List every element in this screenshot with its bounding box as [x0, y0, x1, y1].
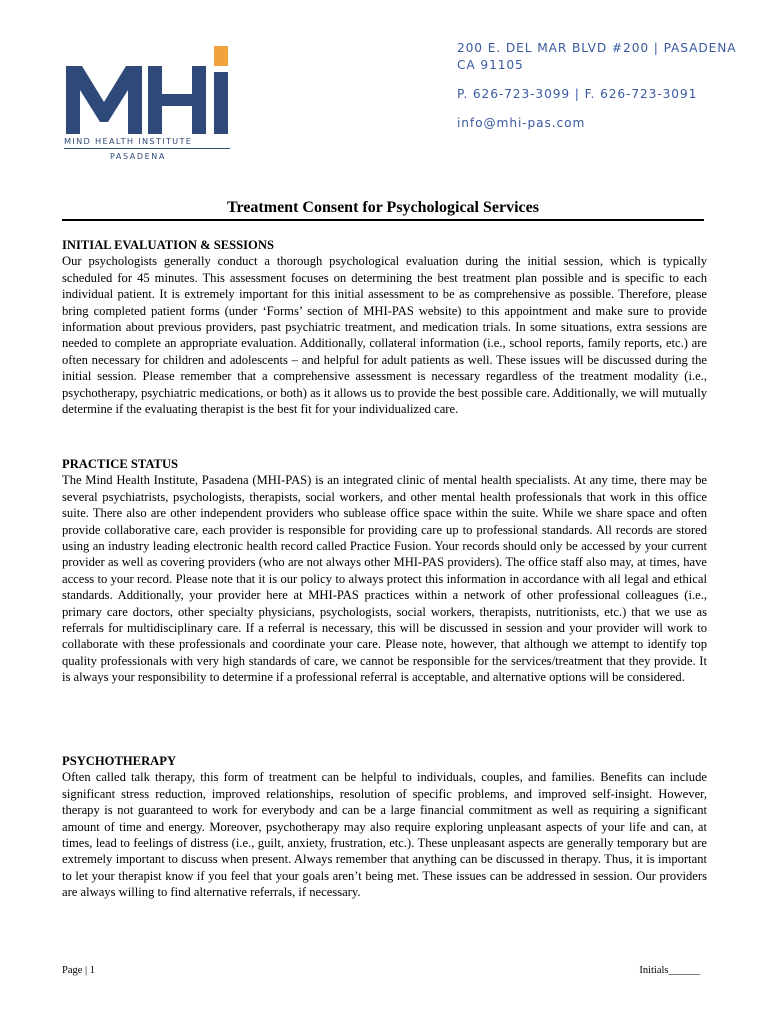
document-title: Treatment Consent for Psychological Services — [227, 199, 539, 216]
logo-divider — [64, 148, 230, 149]
section-body: Our psychologists generally conduct a thorough psychological evaluation during the initial session, which is typically scheduled for 45 minutes. This assessment focuses on determining the best treatment plan possible and is specific to each individual patient. It is extremely important for this initial assessment to be as comprehensive as possible. Therefore, please bring completed patient forms (under ‘Forms’ section of MHI-PAS website) to this appointment and make sure to provide information about previous providers, past psychiatric treatment, and medication trials. In some situations, extra sessions are needed to complete an appropriate evaluation. Additionally, collateral information (i.e., school reports, family reports, etc.) are often necessary for children and adolescents – and helpful for adult patients as well. These issues will be discussed during the initial session. Please remember that a comprehensive assessment is necessary regardless of the treatment modality (i.e., psychotherapy, psychiatric medications, or both) as it allows us to provide the best possible care. Additionally, we will mutually determine if the evaluating therapist is the best fit for your individualized care. — [62, 254, 707, 417]
logo-institute-name: MIND HEALTH INSTITUTE — [64, 136, 193, 146]
mhi-logo-mark — [64, 44, 236, 136]
page-number: Page | 1 — [62, 965, 96, 976]
section-psychotherapy — [62, 753, 707, 901]
initials-field: Initials______ — [639, 965, 700, 976]
address-line-2: CA 91105 — [457, 58, 524, 72]
address-line-1: 200 E. DEL MAR BLVD #200 | PASADENA — [457, 41, 737, 55]
section-heading: PSYCHOTHERAPY — [62, 754, 177, 768]
logo-location: PASADENA — [110, 152, 166, 161]
title-underline — [62, 219, 704, 221]
mhi-logo — [64, 44, 236, 166]
section-heading: PRACTICE STATUS — [62, 457, 179, 471]
phone-fax: P. 626-723-3099 | F. 626-723-3091 — [457, 87, 698, 101]
section-body: The Mind Health Institute, Pasadena (MHI-PAS) is an integrated clinic of mental health specialists. At any time, there may be several psychiatrists, psychologists, therapists, social workers, and other mental health professionals that work in this office suite. There also are other independent providers who sublease office space within the suite. While we share space and often provide collaborative care, each provider is responsible for providing care up to professional standards. All records are stored using an industry leading electronic health record called Practice Fusion. Your records should only be accessed by your current provider as well as covering providers (who are not always other MHI-PAS providers). The office staff also may, at times, have access to your record. Please note that it is our policy to always protect this information in accordance with all legal and ethical standards. Additionally, your provider here at MHI-PAS practices within a network of other professional colleagues (i.e., primary care doctors, other specialty physicians, psychologists, social workers, therapists, nutritionists, etc.) that we use as referrals for multidisciplinary care. If a referral is necessary, this will be discussed in session and your provider will work to collaborate with these professionals and coordinate your care. Please note, however, that although we attempt to identify top quality professionals with very high standards of care, we cannot be responsible for the services/treatment that they provide. It is always your responsibility to determine if a professional referral is acceptable, and alternative options will be considered. — [62, 473, 707, 685]
contact-block — [457, 40, 737, 132]
section-heading: INITIAL EVALUATION & SESSIONS — [62, 238, 274, 252]
email-address: info@mhi-pas.com — [457, 116, 586, 130]
section-practice-status — [62, 456, 707, 686]
section-body: Often called talk therapy, this form of treatment can be helpful to individuals, couples, and families. Benefits can include significant stress reduction, improved relationships, resolution of specific problems, and improved self-insight. However, therapy is not guaranteed to work for everybody and can be a large financial commitment as well as requiring a significant amount of time and energy. Moreover, psychotherapy may also require exploring unpleasant aspects of your life and can, at times, lead to feelings of distress (i.e., guilt, anxiety, frustration, etc.). These unpleasant aspects are generally temporary but are extremely important to discuss when present. Always remember that anything can be discussed in therapy. Thus, it is important to let your therapist know if you feel that your goals aren’t being met. These issues can be addressed in session. Our providers are always willing to find alternative referrals, if necessary. — [62, 770, 707, 900]
section-initial-evaluation — [62, 237, 707, 417]
